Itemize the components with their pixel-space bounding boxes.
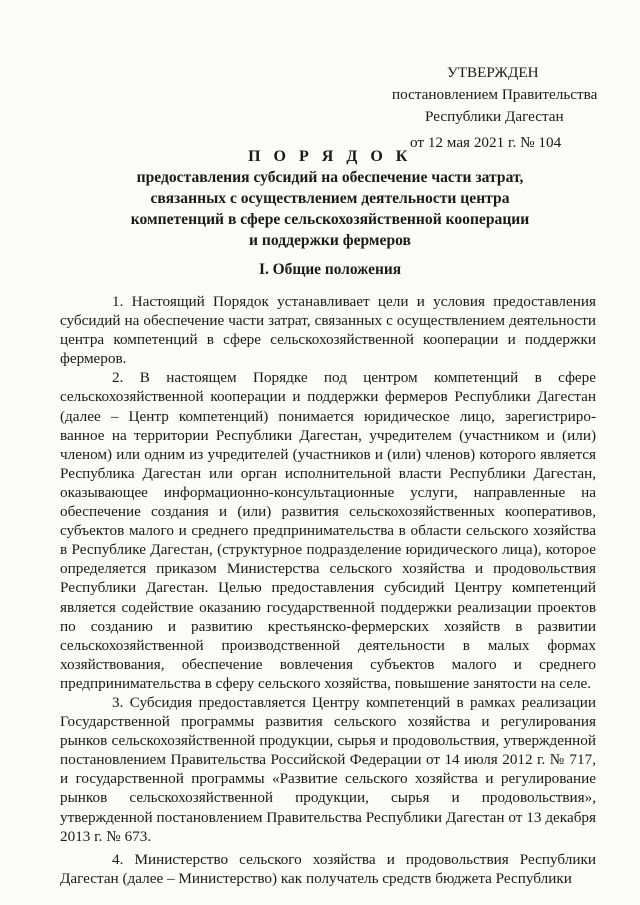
paragraph-2: 2. В настоящем Порядке под центром компетенций в сфере сельскохозяйственной кооперации и поддержки фермеров Республики Дагестан (далее – Центр компетенций) понимается юридическое лицо, зарегистриро-ванное на территории Республики Дагестан, учредителем (участником и (или) членом) или одним из учредителей (участников и (или) членов) которого является Республика Дагестан или орган исполнительной власти Республики Дагестан, оказывающее информационно-консультационные услуги, направленные на обеспечение создания и (или) развития сельскохозяйственных кооперативов, субъектов малого и среднего предпринимательства в области сельского хозяйства в Республике Дагестан, (структурное подразделение юридического лица), которое определяется приказом Министерства сельского хозяйства и продовольствия Республики Дагестан. Целью предоставления субсидий Центру компетенций является содействие оказанию государственной поддержки реализации проектов по созданию и развитию крестьянско-фермерских хозяйств в развитии сельскохозяйственной производственной деятельности в малых формах хозяйствования, обеспечение вовлечения субъектов малого и среднего предпринимательства в сферу сельского хозяйства, повышение занятости на селе. (60, 369, 596, 692)
title-line: связанных с осуществлением деятельности центра (150, 190, 510, 207)
title-heading: П О Р Я Д О К (248, 148, 412, 165)
approval-republic: Республики Дагестан (425, 108, 564, 125)
title-line: компетенций в сфере сельскохозяйственной кооперации (130, 211, 530, 228)
approval-authority: постановлением Правительства (392, 86, 598, 103)
paragraph-4: 4. Министерство сельского хозяйства и продовольствия Республики Дагестан (далее – Министерство) как получатель средств бюджета Республики (60, 850, 596, 887)
paragraph-3: 3. Субсидия предоставляется Центру компетенций в рамках реализации Государственной программы развития сельского хозяйства и регулирования рынков сельскохозяйственной продукции, сырья и продовольствия, утвержденной постановлением Правительства Российской Федерации от 14 июля 2012 г. № 717, и государственной программы «Развитие сельского хозяйства и регулирование рынков сельскохозяйственной продукции, сырья и продовольствия», утвержденной постановлением Правительства Республики Дагестан от 13 декабря 2013 г. № 673. (60, 693, 596, 845)
section-title: I. Общие положения (258, 261, 402, 278)
title-line: и поддержки фермеров (249, 232, 411, 249)
document-title (110, 146, 550, 251)
approval-stamp (392, 62, 612, 154)
paragraph-1: 1. Настоящий Порядок устанавливает цели и условия предоставления субсидий на обеспечение части затрат, связанных с осуществлением деятельности центра компетенций в сфере сельскохозяйственной кооперации и поддержки фермеров. (60, 293, 596, 368)
approval-status: УТВЕРЖДЕН (447, 64, 539, 81)
title-line: предоставления субсидий на обеспечение части затрат, (136, 169, 524, 186)
approval-date-number: от 12 мая 2021 г. № 104 (410, 134, 562, 151)
document-body (60, 292, 596, 888)
